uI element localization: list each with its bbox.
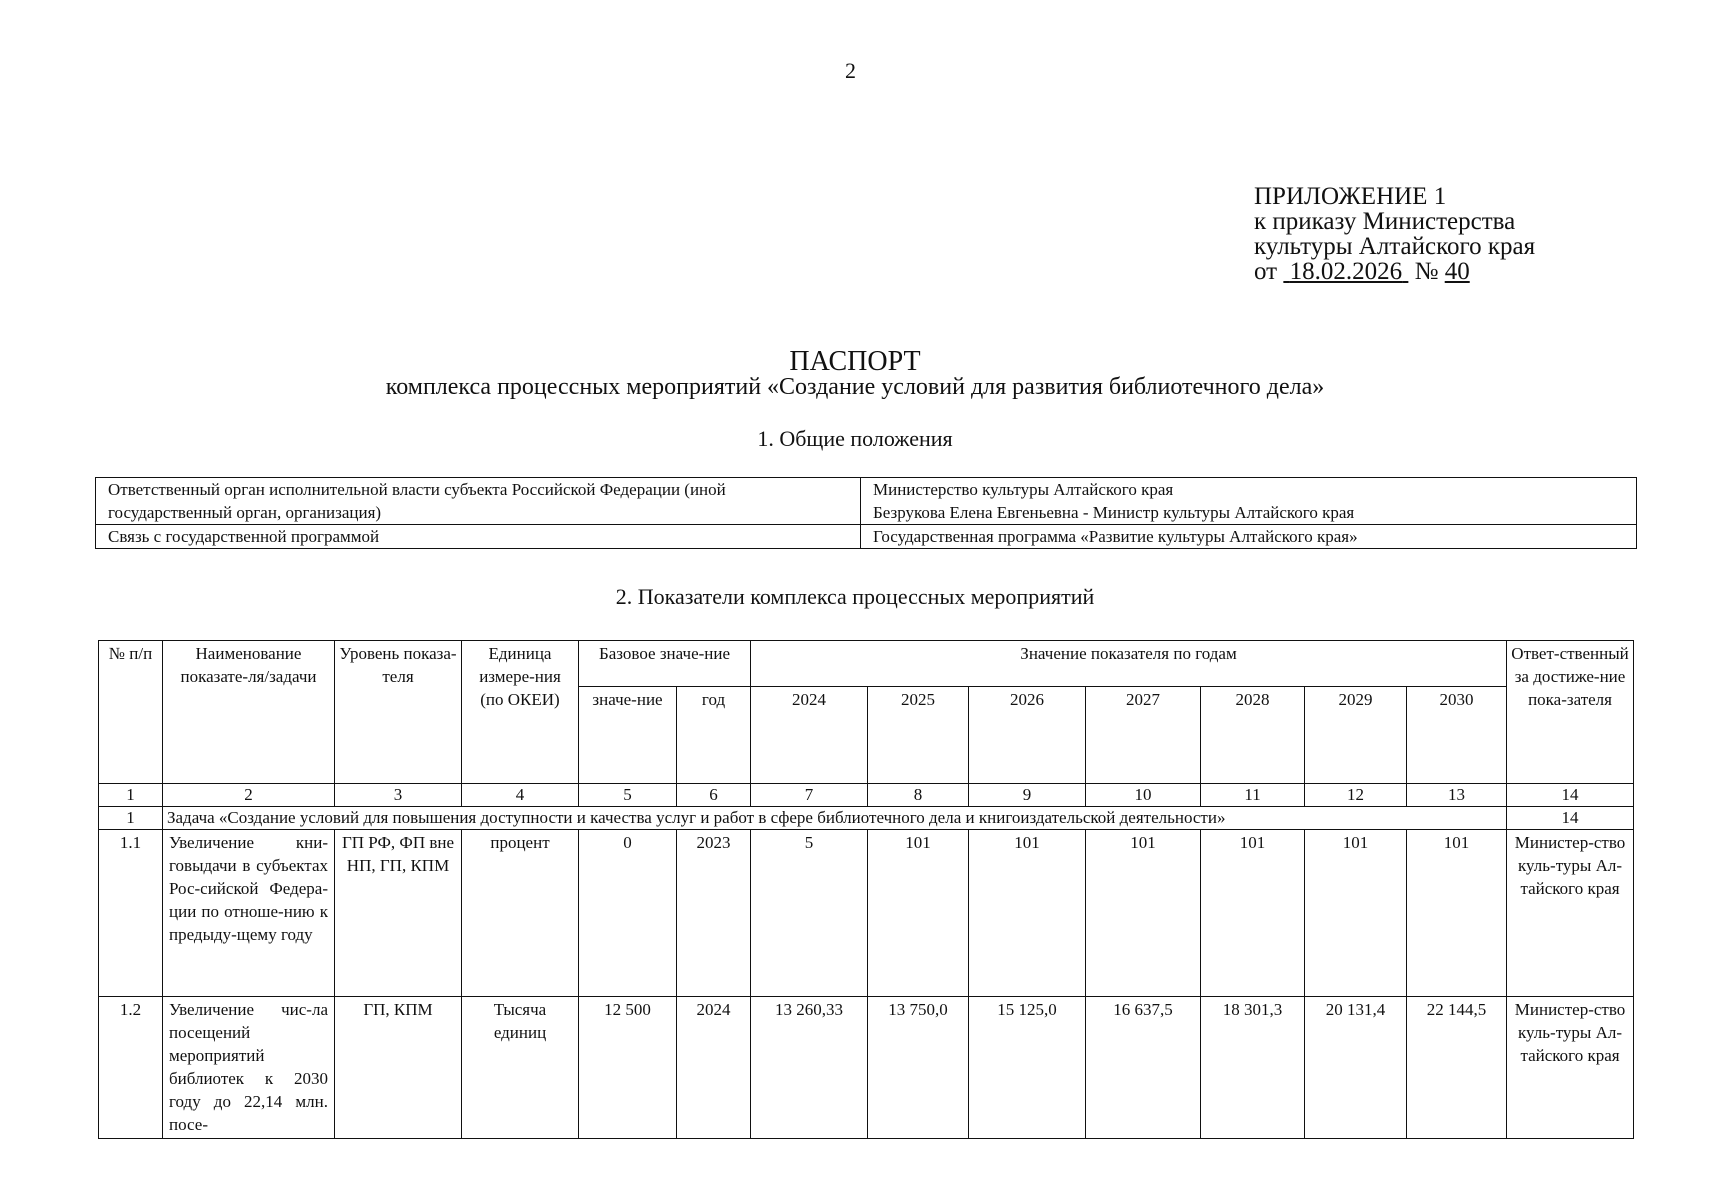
header-year: 2028 <box>1201 687 1305 784</box>
header-base: Базовое значе-ние <box>579 641 751 687</box>
row-num: 1.1 <box>99 830 163 997</box>
column-number: 1 <box>99 784 163 807</box>
table-row <box>99 830 1634 997</box>
header-year: 2026 <box>969 687 1086 784</box>
column-number: 12 <box>1305 784 1407 807</box>
appendix-number: 40 <box>1444 258 1470 285</box>
year-value: 20 131,4 <box>1305 997 1407 1139</box>
column-number: 8 <box>868 784 969 807</box>
general-provisions-table <box>95 477 1637 549</box>
header-unit: Единица измере-ния (по ОКЕИ) <box>462 641 579 784</box>
header-name: Наименование показате-ля/задачи <box>163 641 335 784</box>
indicator-name: Увеличение кни-говыдачи в субъектах Рос-сийской Федера-ции по отноше-нию к предыду-щему году <box>163 830 335 997</box>
indicator-name: Увеличение чис-ла посещений мероприятий библиотек к 2030 году до 22,14 млн. посе- <box>163 997 335 1139</box>
year-value: 5 <box>751 830 868 997</box>
responsible: Министер-ство куль-туры Ал-тайского края <box>1507 830 1634 997</box>
column-number: 5 <box>579 784 677 807</box>
appendix-block <box>1254 184 1535 284</box>
column-number: 11 <box>1201 784 1305 807</box>
base-year: 2023 <box>677 830 751 997</box>
header-year: 2029 <box>1305 687 1407 784</box>
appendix-number-prefix: № <box>1414 258 1439 285</box>
year-value: 101 <box>1201 830 1305 997</box>
year-value: 22 144,5 <box>1407 997 1507 1139</box>
ministry-head: Безрукова Елена Евгеньевна - Министр культуры Алтайского края <box>873 503 1355 522</box>
base-value: 12 500 <box>579 997 677 1139</box>
column-number: 10 <box>1086 784 1201 807</box>
header-year: 2024 <box>751 687 868 784</box>
column-number: 7 <box>751 784 868 807</box>
table-row <box>96 478 1637 525</box>
appendix-date-prefix: от <box>1254 258 1278 285</box>
responsible-body-value <box>861 478 1637 525</box>
appendix-date-line <box>1254 259 1535 284</box>
program-link-label: Связь с государственной программой <box>96 525 861 549</box>
column-number: 9 <box>969 784 1086 807</box>
year-value: 101 <box>1305 830 1407 997</box>
year-value: 13 260,33 <box>751 997 868 1139</box>
indicator-level: ГП РФ, ФП вне НП, ГП, КПМ <box>335 830 462 997</box>
indicator-unit: процент <box>462 830 579 997</box>
page-number: 2 <box>845 58 856 83</box>
year-value: 16 637,5 <box>1086 997 1201 1139</box>
task-last-column: 14 <box>1507 807 1634 830</box>
indicator-unit: Тысяча единиц <box>462 997 579 1139</box>
year-value: 13 750,0 <box>868 997 969 1139</box>
section2-title: 2. Показатели комплекса процессных мероприятий <box>615 584 1095 609</box>
task-num: 1 <box>99 807 163 830</box>
appendix-line2: культуры Алтайского края <box>1254 233 1536 260</box>
appendix-title: ПРИЛОЖЕНИЕ 1 <box>1254 183 1447 210</box>
program-link-value: Государственная программа «Развитие культуры Алтайского края» <box>861 525 1637 549</box>
header-base-year: год <box>677 687 751 784</box>
task-row <box>99 807 1634 830</box>
section1-title: 1. Общие положения <box>757 426 953 451</box>
passport-subtitle: комплекса процессных мероприятий «Создание условий для развития библиотечного дела» <box>385 374 1325 400</box>
column-number-row <box>99 784 1634 807</box>
passport-title: ПАСПОРТ <box>789 346 921 377</box>
ministry-name: Министерство культуры Алтайского края <box>873 480 1174 499</box>
row-num: 1.2 <box>99 997 163 1139</box>
appendix-date: 18.02.2026 <box>1289 258 1403 285</box>
indicators-table <box>98 640 1634 1139</box>
responsible-body-label: Ответственный орган исполнительной власти субъекта Российской Федерации (иной государственный орган, организация) <box>96 478 861 525</box>
year-value: 15 125,0 <box>969 997 1086 1139</box>
header-by-years: Значение показателя по годам <box>751 641 1507 687</box>
header-year: 2030 <box>1407 687 1507 784</box>
column-number: 2 <box>163 784 335 807</box>
header-year: 2025 <box>868 687 969 784</box>
column-number: 6 <box>677 784 751 807</box>
year-value: 101 <box>1407 830 1507 997</box>
column-number: 13 <box>1407 784 1507 807</box>
year-value: 101 <box>868 830 969 997</box>
column-number: 14 <box>1507 784 1634 807</box>
column-number: 3 <box>335 784 462 807</box>
year-value: 101 <box>1086 830 1201 997</box>
header-base-value: значе-ние <box>579 687 677 784</box>
header-responsible: Ответ-ственный за достиже-ние пока-зателя <box>1507 641 1634 784</box>
responsible: Министер-ство куль-туры Ал-тайского края <box>1507 997 1634 1139</box>
year-value: 18 301,3 <box>1201 997 1305 1139</box>
year-value: 101 <box>969 830 1086 997</box>
header-year: 2027 <box>1086 687 1201 784</box>
header-num: № п/п <box>99 641 163 784</box>
header-row <box>99 641 1634 687</box>
header-level: Уровень показа-теля <box>335 641 462 784</box>
table-row <box>99 997 1634 1139</box>
appendix-line1: к приказу Министерства <box>1254 208 1516 235</box>
table-row <box>96 525 1637 549</box>
task-text: Задача «Создание условий для повышения доступности и качества услуг и работ в сфере библиотечного дела и книгоиздательской деятельности» <box>163 807 1507 830</box>
base-year: 2024 <box>677 997 751 1139</box>
base-value: 0 <box>579 830 677 997</box>
indicator-level: ГП, КПМ <box>335 997 462 1139</box>
column-number: 4 <box>462 784 579 807</box>
